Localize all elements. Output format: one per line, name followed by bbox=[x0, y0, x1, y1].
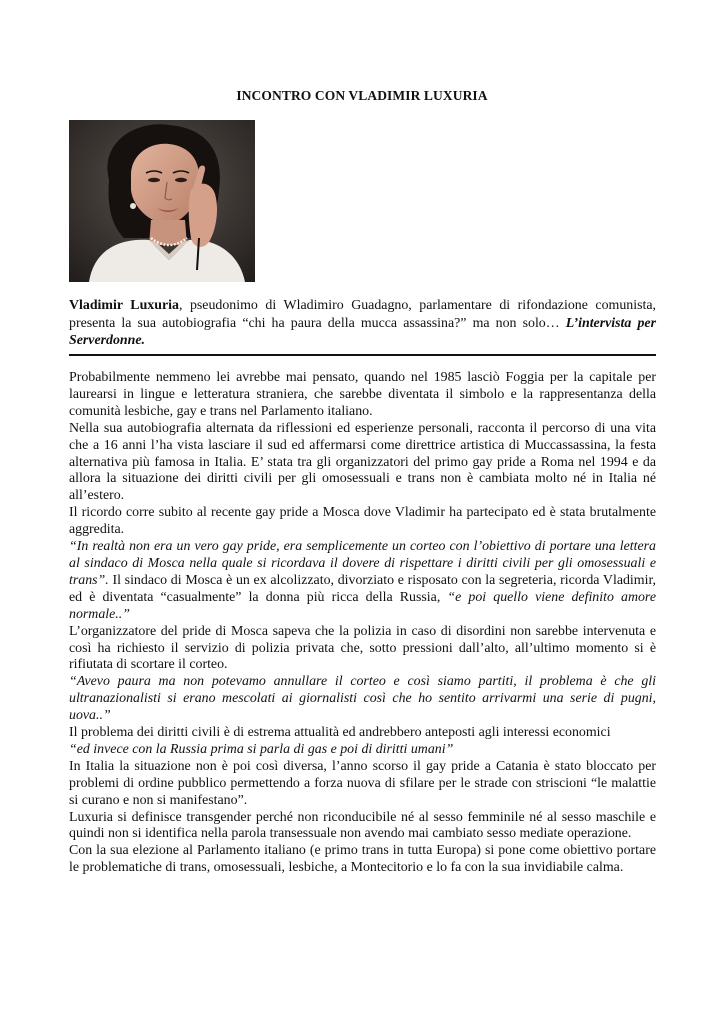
paragraph: L’organizzatore del pride di Mosca sapeva che la polizia in caso di disordini non sarebbe intervenuta e così ha richiesto il servizio di polizia privata che, sotto pressioni dall’alto, all’ultimo momento si è rifiutata di scortare il corteo. bbox=[69, 623, 656, 673]
intro-paragraph bbox=[69, 297, 656, 356]
quote-text: “In realtà non era un vero gay pride, era semplicemente un corteo con l’obiettivo di portare una lettera al sindaco di Mosca nella quale si ricordava il dovere di rispettare i diritti civili per gli omosessuali e trans”. bbox=[69, 539, 656, 588]
paragraph: Il ricordo corre subito al recente gay pride a Mosca dove Vladimir ha partecipato ed è stata brutalmente aggredita. bbox=[69, 505, 656, 538]
quote-paragraph: “ed invece con la Russia prima si parla di gas e poi di diritti umani” bbox=[69, 741, 454, 757]
paragraph: Probabilmente nemmeno lei avrebbe mai pensato, quando nel 1985 lasciò Foggia per la capitale per laurearsi in lingue e letteratura straniera, che sarebbe diventata il simbolo e la rappresentanza della comunità lesbiche, gay e trans nel Parlamento italiano. bbox=[69, 370, 656, 419]
paragraph: Nella sua autobiografia alternata da riflessioni ed esperienze personali, racconta il percorso di una vita che a 16 anni l’ha vista lasciare il sud ed affermarsi come direttrice artistica di Muccassassina, la festa alternativa più famosa in Italia. E’ stata tra gli organizzatori del primo gay pride a Roma nel 1994 e da allora la situazione dei diritti civili per gli omosessuali e trans non è cambiata molto né in Italia né all’estero. bbox=[69, 420, 656, 504]
portrait-photo bbox=[69, 120, 255, 282]
paragraph-text: Il sindaco di Mosca è un ex alcolizzato, divorziato e risposato con la segreteria, ricorda Vladimir, ed è diventata “casualmente” la donna più ricca della Russia, bbox=[69, 572, 656, 605]
quote-paragraph: “Avevo paura ma non potevamo annullare il corteo e così siamo partiti, il problema è che gli ultranazionalisti si erano mescolati ai giornalisti così che ho sentito arrivarmi una serie di pugni, uova..” bbox=[69, 674, 656, 724]
paragraph: In Italia la situazione non è poi così diversa, l’anno scorso il gay pride a Catania è stato bloccato per problemi di ordine pubblico permettendo a forza nuova di sfilare per le strade con striscioni “le malattie si curano e non si manifestano”. bbox=[69, 758, 656, 808]
paragraph: Il problema dei diritti civili è di estrema attualità ed andrebbero anteposti agli interessi economici bbox=[69, 725, 611, 741]
intro-tagline: L’intervista per Serverdonne. bbox=[69, 315, 656, 349]
paragraph: Con la sua elezione al Parlamento italiano (e primo trans in tutta Europa) si pone come obiettivo portare le problematiche di trans, omosessuali, lesbiche, a Montecitorio e lo fa con la sua invidiabile calma. bbox=[69, 843, 656, 876]
intro-text: , pseudonimo di Wladimiro Guadagno, parlamentare di rifondazione comunista, presenta la sua autobiografia “chi ha paura della mucca assassina?” ma non solo… bbox=[69, 298, 656, 331]
paragraph-quote bbox=[69, 539, 656, 624]
paragraph: Luxuria si definisce transgender perché non riconducibile né al sesso femminile né al sesso maschile e quindi non si identifica nella parola transessuale non avendo mai cambiato sesso mediate operazione. bbox=[69, 809, 656, 842]
quote-text: “e poi quello viene definito amore normale..” bbox=[69, 589, 656, 622]
article-body bbox=[69, 370, 656, 877]
page-title: INCONTRO CON VLADIMIR LUXURIA bbox=[236, 88, 488, 103]
portrait-illustration bbox=[69, 120, 255, 282]
intro-name: Vladimir Luxuria bbox=[69, 298, 179, 313]
